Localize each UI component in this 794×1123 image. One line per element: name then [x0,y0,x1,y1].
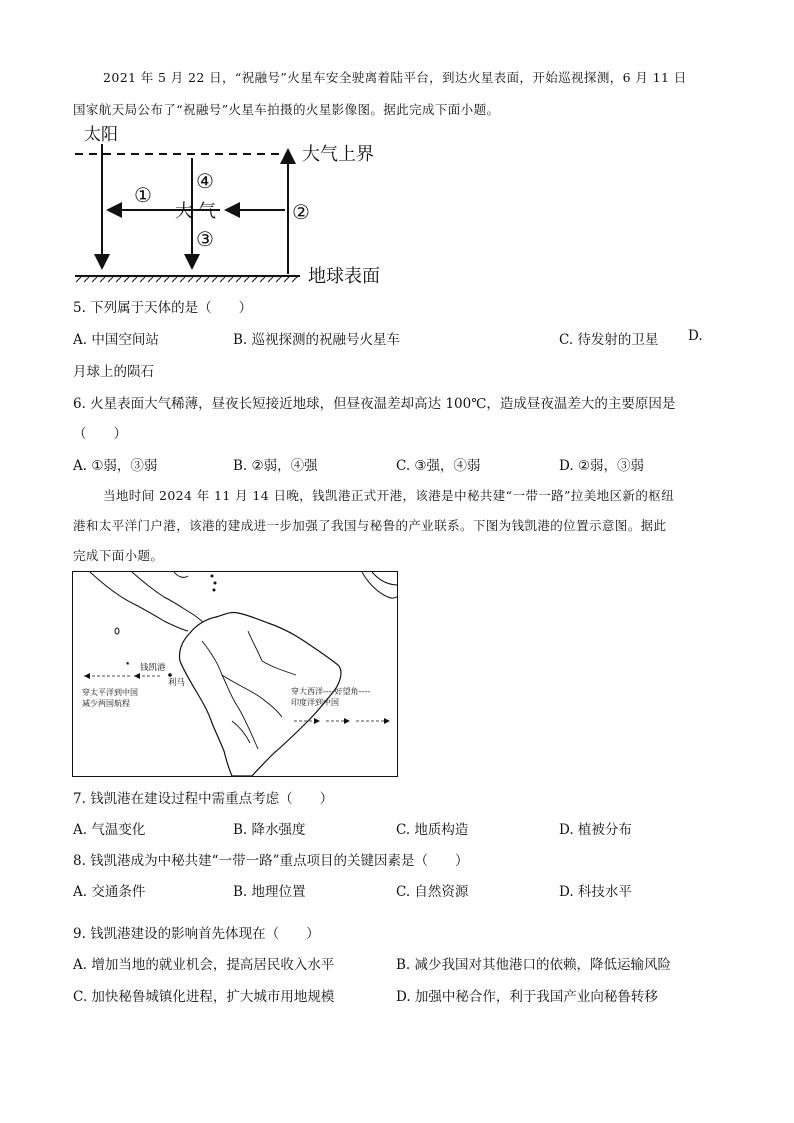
q5-option-a[interactable]: A. 中国空间站 [73,332,159,348]
q5-option-d-text: 月球上的陨石 [73,364,154,380]
q5-option-d[interactable]: D. [688,328,703,344]
passage2-line2: 港和太平洋门户港，该港的建成进一步加强了我国与秘鲁的产业联系。下图为钱凯港的位置示意图。据此 [73,518,667,533]
q5-option-c[interactable]: C. 待发射的卫星 [559,332,659,348]
upper-boundary-label: 大气上界 [302,144,374,165]
q8-option-c[interactable]: C. 自然资源 [396,884,469,900]
marker-4: ④ [196,169,214,193]
q8-option-d[interactable]: D. 科技水平 [559,884,632,900]
passage1-line2: 国家航天局公布了“祝融号”火星车拍摄的火星影像图。据此完成下面小题。 [73,102,500,117]
q8-stem: 8. 钱凯港成为中秘共建“一带一路”重点项目的关键因素是（ ） [73,853,469,869]
q7-option-b[interactable]: B. 降水强度 [233,822,306,838]
q9-option-d[interactable]: D. 加强中秘合作，利于我国产业向秘鲁转移 [396,989,658,1005]
q6-bracket: （ ） [73,426,127,442]
q6-option-c[interactable]: C. ③强，④弱 [396,458,481,474]
q6-option-a[interactable]: A. ①弱，③弱 [73,458,158,474]
q7-option-d[interactable]: D. 植被分布 [559,822,632,838]
passage2-line3: 完成下面小题。 [73,548,164,563]
q9-stem: 9. 钱凯港建设的影响首先体现在（ ） [73,926,320,942]
surface-label: 地球表面 [308,266,380,287]
atlantic-route-label-1: 穿大西洋----好望角---- [291,687,371,696]
q5-option-b[interactable]: B. 巡视探测的祝融号火星车 [233,332,401,348]
q8-option-b[interactable]: B. 地理位置 [233,884,306,900]
pacific-route-label-2: 减少两国航程 [82,699,130,708]
marker-1: ① [134,183,152,207]
sun-label: 太阳 [84,125,118,145]
q6-option-b[interactable]: B. ②弱，④强 [233,458,318,474]
port-marker [168,673,172,677]
q7-option-c[interactable]: C. 地质构造 [396,822,469,838]
q6-option-d[interactable]: D. ②弱，③弱 [559,458,645,474]
atmosphere-label-a: 大 [175,201,193,222]
q9-option-b[interactable]: B. 减少我国对其他港口的依赖，降低运输风险 [396,957,672,973]
q8-option-a[interactable]: A. 交通条件 [73,884,146,900]
q7-option-a[interactable]: A. 气温变化 [73,822,146,838]
atmosphere-label-b: 气 [198,201,216,222]
marker-3: ③ [196,227,214,251]
q6-stem: 6. 火星表面大气稀薄，昼夜长短接近地球，但昼夜温差却高达 100℃，造成昼夜温差大的主要原因是 [73,396,676,412]
port-label: 钱凯港 [140,663,166,673]
atmosphere-diagram [70,118,410,288]
passage1-line1: 2021 年 5 月 22 日，“祝融号”火星车安全驶离着陆平台，到达火星表面，开始巡视探测，6 月 11 日 [103,70,687,85]
q9-option-c[interactable]: C. 加快秘鲁城镇化进程，扩大城市用地规模 [73,989,335,1005]
port-location-map [72,571,398,777]
marker-2: ② [292,200,310,224]
pacific-route-label-1: 穿太平洋到中国 [82,688,138,697]
q5-stem: 5. 下列属于天体的是（ ） [73,300,253,316]
passage2-line1: 当地时间 2024 年 11 月 14 日晚，钱凯港正式开港，该港是中秘共建“一带一路”拉美地区新的枢纽 [103,488,675,503]
atlantic-route-label-2: 印度洋到中国 [291,698,339,707]
q7-stem: 7. 钱凯港在建设过程中需重点考虑（ ） [73,791,334,807]
q9-option-a[interactable]: A. 增加当地的就业机会，提高居民收入水平 [73,957,335,973]
lima-label: 利马 [168,678,186,688]
